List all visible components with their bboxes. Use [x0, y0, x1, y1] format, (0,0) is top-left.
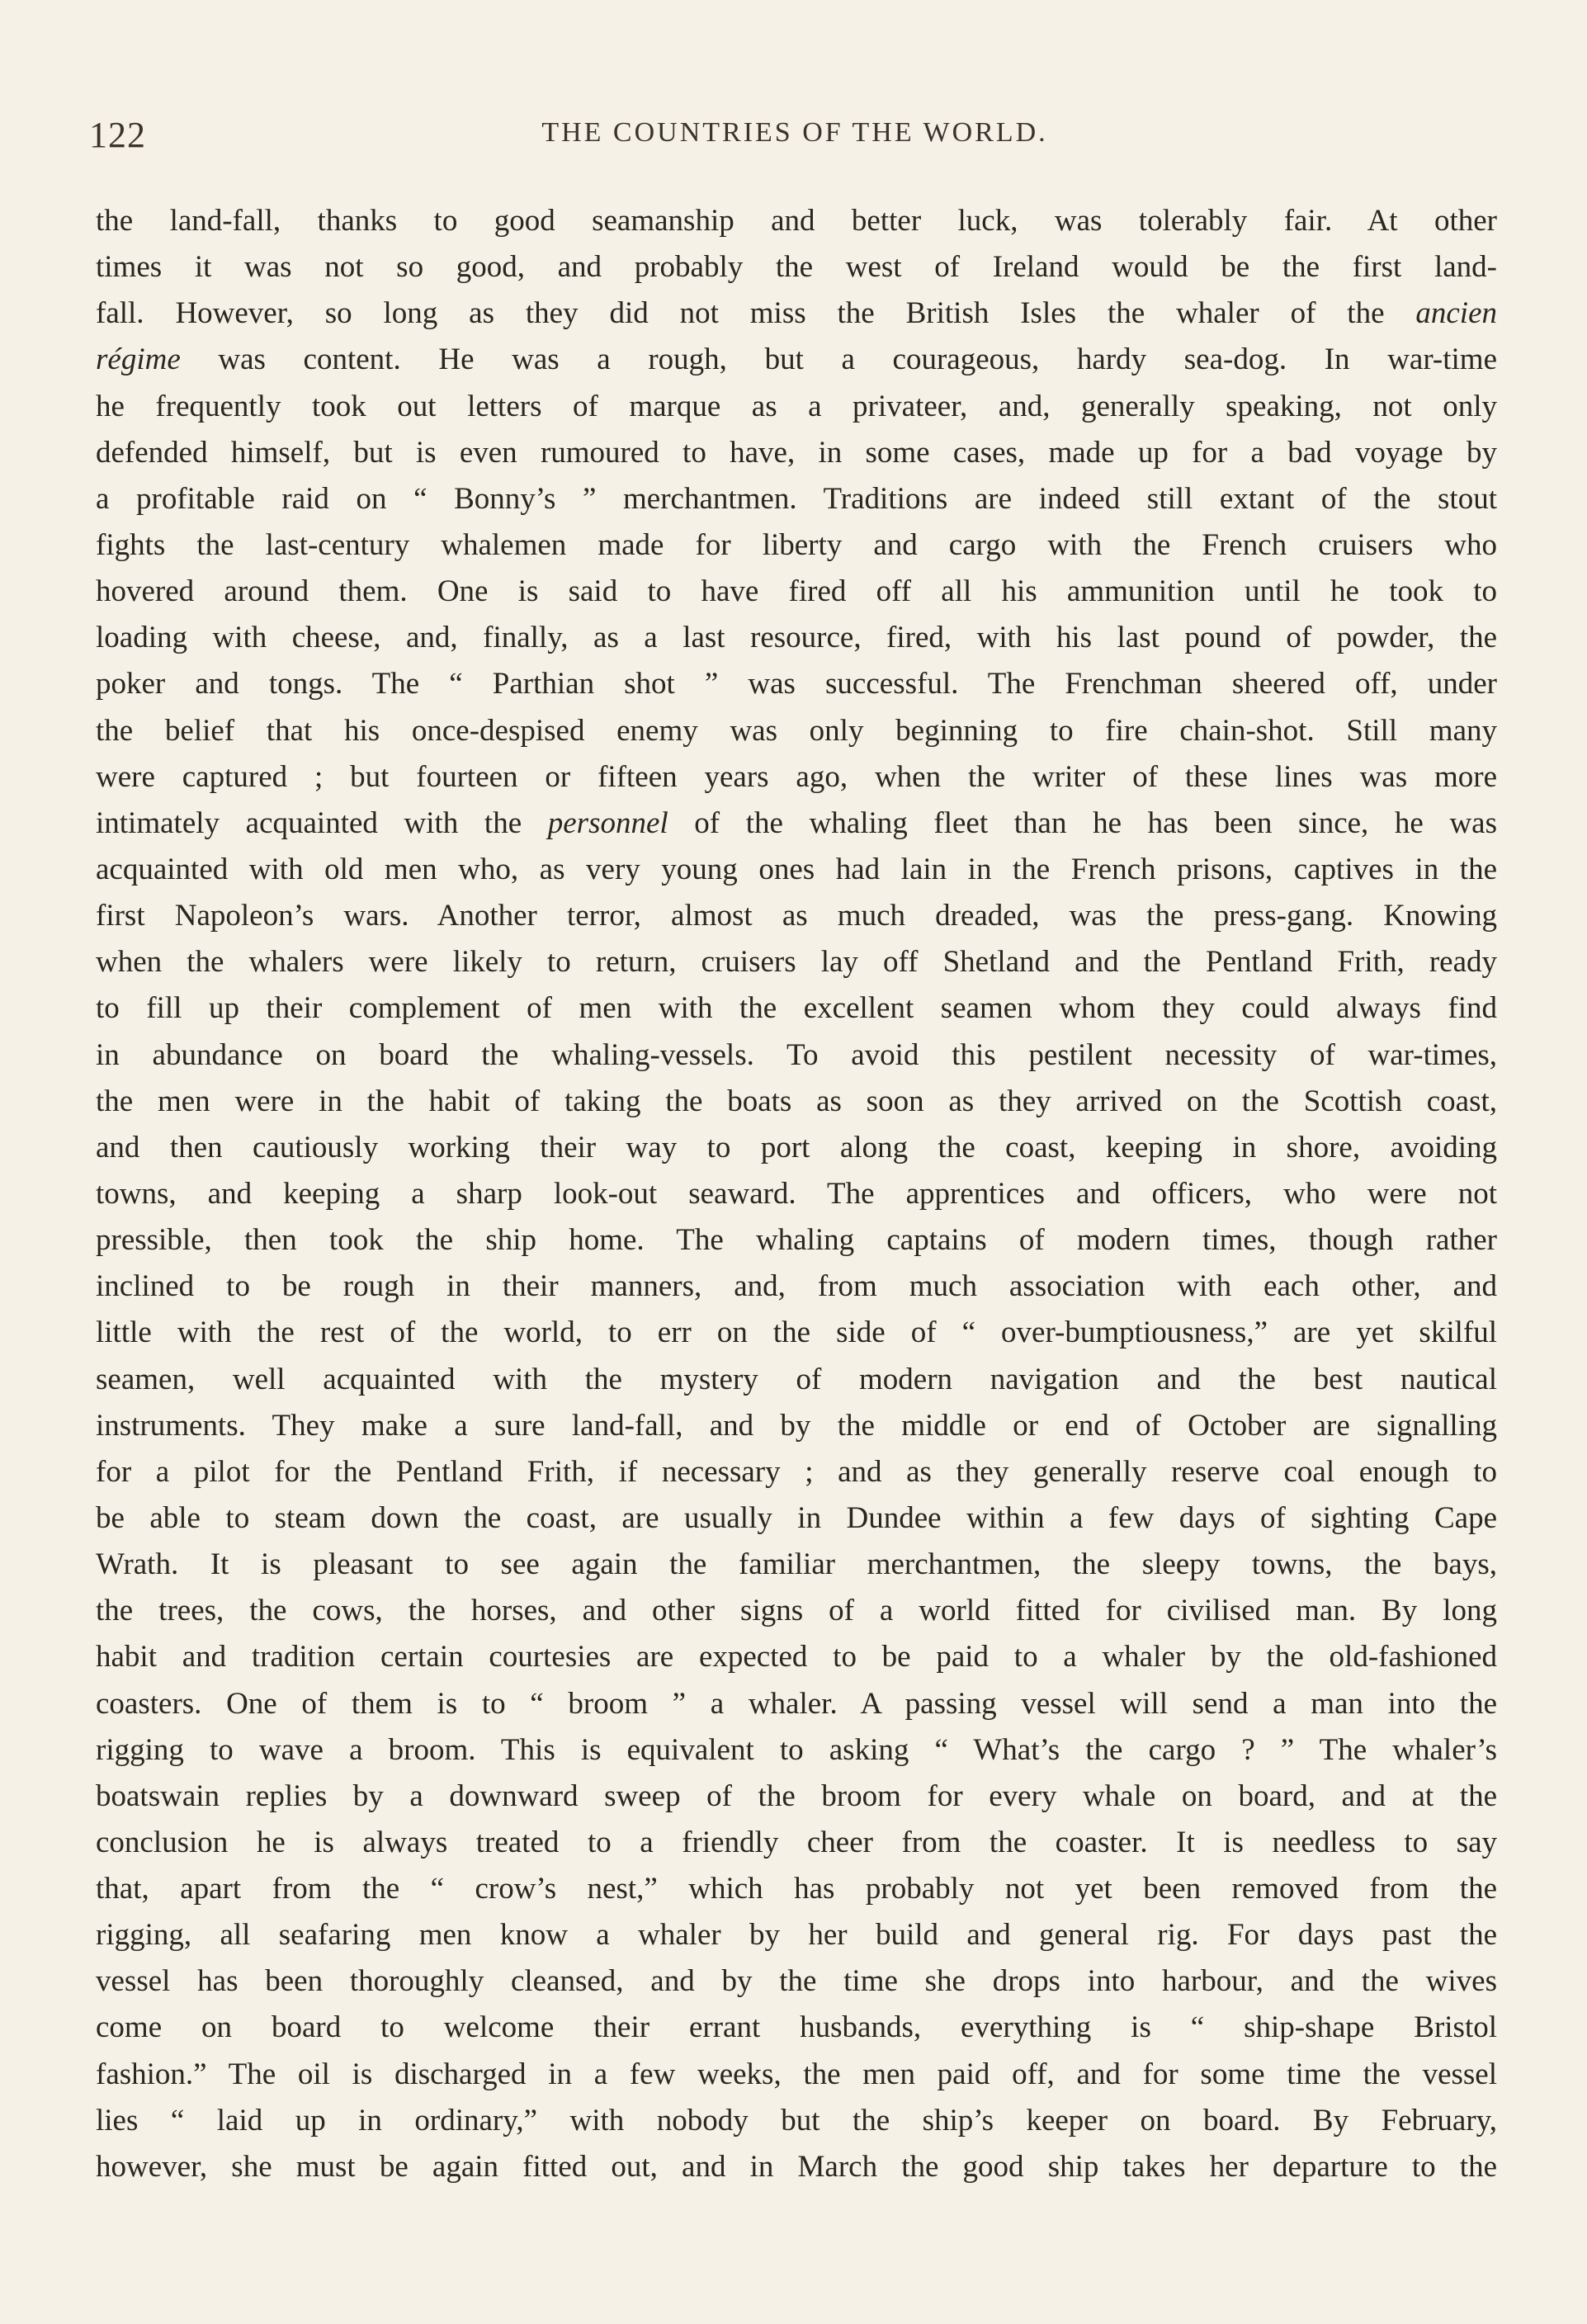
text-segment: that, apart from the “ crow’s nest,” which has probably not yet been removed from the	[96, 1872, 1497, 1906]
text-segment: he frequently took out letters of marque as a privateer, and, generally speaking, not only	[96, 389, 1497, 423]
text-line	[96, 1912, 1497, 1958]
page-number: 122	[89, 115, 146, 155]
text-segment: fall. However, so long as they did not miss the British Isles the whaler of the	[96, 296, 1416, 331]
text-segment: seamen, well acquainted with the mystery of modern navigation and the best nautical	[96, 1362, 1497, 1396]
text-line	[96, 801, 1497, 847]
text-line	[96, 2098, 1497, 2144]
text-line	[96, 1310, 1497, 1356]
text-segment: when the whalers were likely to return, cruisers lay off Shetland and the Pentland Frith, ready	[96, 945, 1497, 980]
text-line	[96, 1357, 1497, 1403]
text-line	[96, 847, 1497, 893]
text-segment: and then cautiously working their way to port along the coast, keeping in shore, avoiding	[96, 1130, 1497, 1164]
text-line	[96, 2005, 1497, 2051]
text-line	[96, 384, 1497, 430]
text-line	[96, 1449, 1497, 1495]
text-line	[96, 754, 1497, 801]
text-segment: times it was not so good, and probably the west of Ireland would be the first land-	[96, 250, 1497, 285]
text-line	[96, 1588, 1497, 1634]
text-line	[96, 661, 1497, 707]
running-title: THE COUNTRIES OF THE WORLD.	[541, 117, 1048, 148]
text-line	[96, 290, 1497, 337]
text-line	[96, 1495, 1497, 1542]
text-segment: towns, and keeping a sharp look-out seaward. The apprentices and officers, who were not	[96, 1176, 1497, 1211]
text-segment: of the whaling fleet than he has been since, he was	[668, 805, 1497, 840]
text-line	[96, 1125, 1497, 1171]
text-segment: was content. He was a rough, but a courageous, hardy sea-dog. In war-time	[180, 342, 1497, 377]
text-line	[96, 476, 1497, 522]
text-segment: boatswain replies by a downward sweep of the broom for every whale on board, and at the	[96, 1778, 1497, 1813]
text-segment: defended himself, but is even rumoured to have, in some cases, made up for a bad voyage by	[96, 435, 1497, 470]
text-line	[96, 337, 1497, 383]
text-line	[96, 1542, 1497, 1588]
italic-phrase: personnel	[547, 805, 668, 840]
text-line	[96, 1403, 1497, 1449]
text-line	[96, 893, 1497, 939]
text-segment: loading with cheese, and, finally, as a last resource, fired, with his last pound of powder, the	[96, 621, 1497, 655]
text-line	[96, 1634, 1497, 1680]
body-text	[96, 198, 1497, 2190]
text-segment: the trees, the cows, the horses, and other signs of a world fitted for civilised man. By long	[96, 1594, 1497, 1628]
text-segment: fights the last-century whalemen made for liberty and cargo with the French cruisers who	[96, 527, 1497, 562]
text-line	[96, 1727, 1497, 1774]
text-segment: to fill up their complement of men with the excellent seamen whom they could always find	[96, 991, 1497, 1026]
italic-phrase: ancien	[1415, 296, 1497, 331]
text-segment: fashion.” The oil is discharged in a few weeks, the men paid off, and for some time the vessel	[96, 2057, 1497, 2091]
text-segment: come on board to welcome their errant husbands, everything is “ ship-shape Bristol	[96, 2010, 1497, 2045]
text-segment: a profitable raid on “ Bonny’s ” merchantmen. Traditions are indeed still extant of the stout	[96, 481, 1497, 516]
text-segment: the men were in the habit of taking the boats as soon as they arrived on the Scottish coast,	[96, 1084, 1497, 1118]
text-line	[96, 569, 1497, 615]
text-segment: inclined to be rough in their manners, and, from much association with each other, and	[96, 1269, 1497, 1304]
text-segment: little with the rest of the world, to err on the side of “ over-bumptiousness,” are yet skilful	[96, 1316, 1497, 1350]
text-line	[96, 708, 1497, 754]
text-segment: lies “ laid up in ordinary,” with nobody but the ship’s keeper on board. By February,	[96, 2103, 1497, 2137]
italic-phrase: régime	[96, 342, 181, 377]
text-line	[96, 2052, 1497, 2098]
text-segment: the land-fall, thanks to good seamanship and better luck, was tolerably fair. At other	[96, 204, 1497, 238]
text-segment: acquainted with old men who, as very young ones had lain in the French prisons, captives in the	[96, 852, 1497, 886]
text-segment: in abundance on board the whaling-vessels. To avoid this pestilent necessity of war-times,	[96, 1037, 1497, 1072]
text-line	[96, 430, 1497, 476]
text-segment: hovered around them. One is said to have fired off all his ammunition until he took to	[96, 574, 1497, 609]
text-segment: the belief that his once-despised enemy was only beginning to fire chain-shot. Still many	[96, 713, 1497, 748]
text-line	[96, 198, 1497, 244]
text-segment: rigging to wave a broom. This is equivalent to asking “ What’s the cargo ? ” The whaler’s	[96, 1732, 1497, 1767]
text-segment: conclusion he is always treated to a friendly cheer from the coaster. It is needless to say	[96, 1825, 1497, 1859]
text-line	[96, 615, 1497, 661]
text-line	[96, 939, 1497, 985]
text-line	[96, 522, 1497, 569]
text-segment: were captured ; but fourteen or fifteen years ago, when the writer of these lines was more	[96, 759, 1497, 794]
text-segment: be able to steam down the coast, are usually in Dundee within a few days of sighting Cape	[96, 1500, 1497, 1535]
text-segment: habit and tradition certain courtesies are expected to be paid to a whaler by the old-fashioned	[96, 1640, 1497, 1675]
text-line	[96, 1774, 1497, 1820]
text-line	[96, 2144, 1497, 2190]
text-segment: for a pilot for the Pentland Frith, if necessary ; and as they generally reserve coal enough to	[96, 1454, 1497, 1489]
text-line	[96, 1866, 1497, 1912]
text-line	[96, 244, 1497, 290]
text-segment: however, she must be again fitted out, and in March the good ship takes her departure to the	[96, 2149, 1497, 2184]
text-segment: poker and tongs. The “ Parthian shot ” was successful. The Frenchman sheered off, under	[96, 667, 1497, 701]
text-segment: first Napoleon’s wars. Another terror, almost as much dreaded, was the press-gang. Knowing	[96, 899, 1497, 933]
text-line	[96, 1264, 1497, 1310]
text-segment: rigging, all seafaring men know a whaler by her build and general rig. For days past the	[96, 1918, 1497, 1953]
text-line	[96, 1820, 1497, 1866]
text-segment: instruments. They make a sure land-fall, and by the middle or end of October are signalling	[96, 1408, 1497, 1443]
text-line	[96, 1171, 1497, 1217]
text-line	[96, 985, 1497, 1032]
text-segment: intimately acquainted with the	[96, 805, 548, 840]
running-head	[89, 114, 1500, 155]
text-line	[96, 1681, 1497, 1727]
text-segment: Wrath. It is pleasant to see again the familiar merchantmen, the sleepy towns, the bays,	[96, 1547, 1497, 1582]
text-line	[96, 1217, 1497, 1264]
text-segment: pressible, then took the ship home. The whaling captains of modern times, though rather	[96, 1223, 1497, 1258]
text-segment: coasters. One of them is to “ broom ” a whaler. A passing vessel will send a man into the	[96, 1686, 1497, 1721]
text-line	[96, 1079, 1497, 1125]
text-line	[96, 1958, 1497, 2005]
text-segment: vessel has been thoroughly cleansed, and by the time she drops into harbour, and the wives	[96, 1964, 1497, 1999]
text-line	[96, 1032, 1497, 1079]
